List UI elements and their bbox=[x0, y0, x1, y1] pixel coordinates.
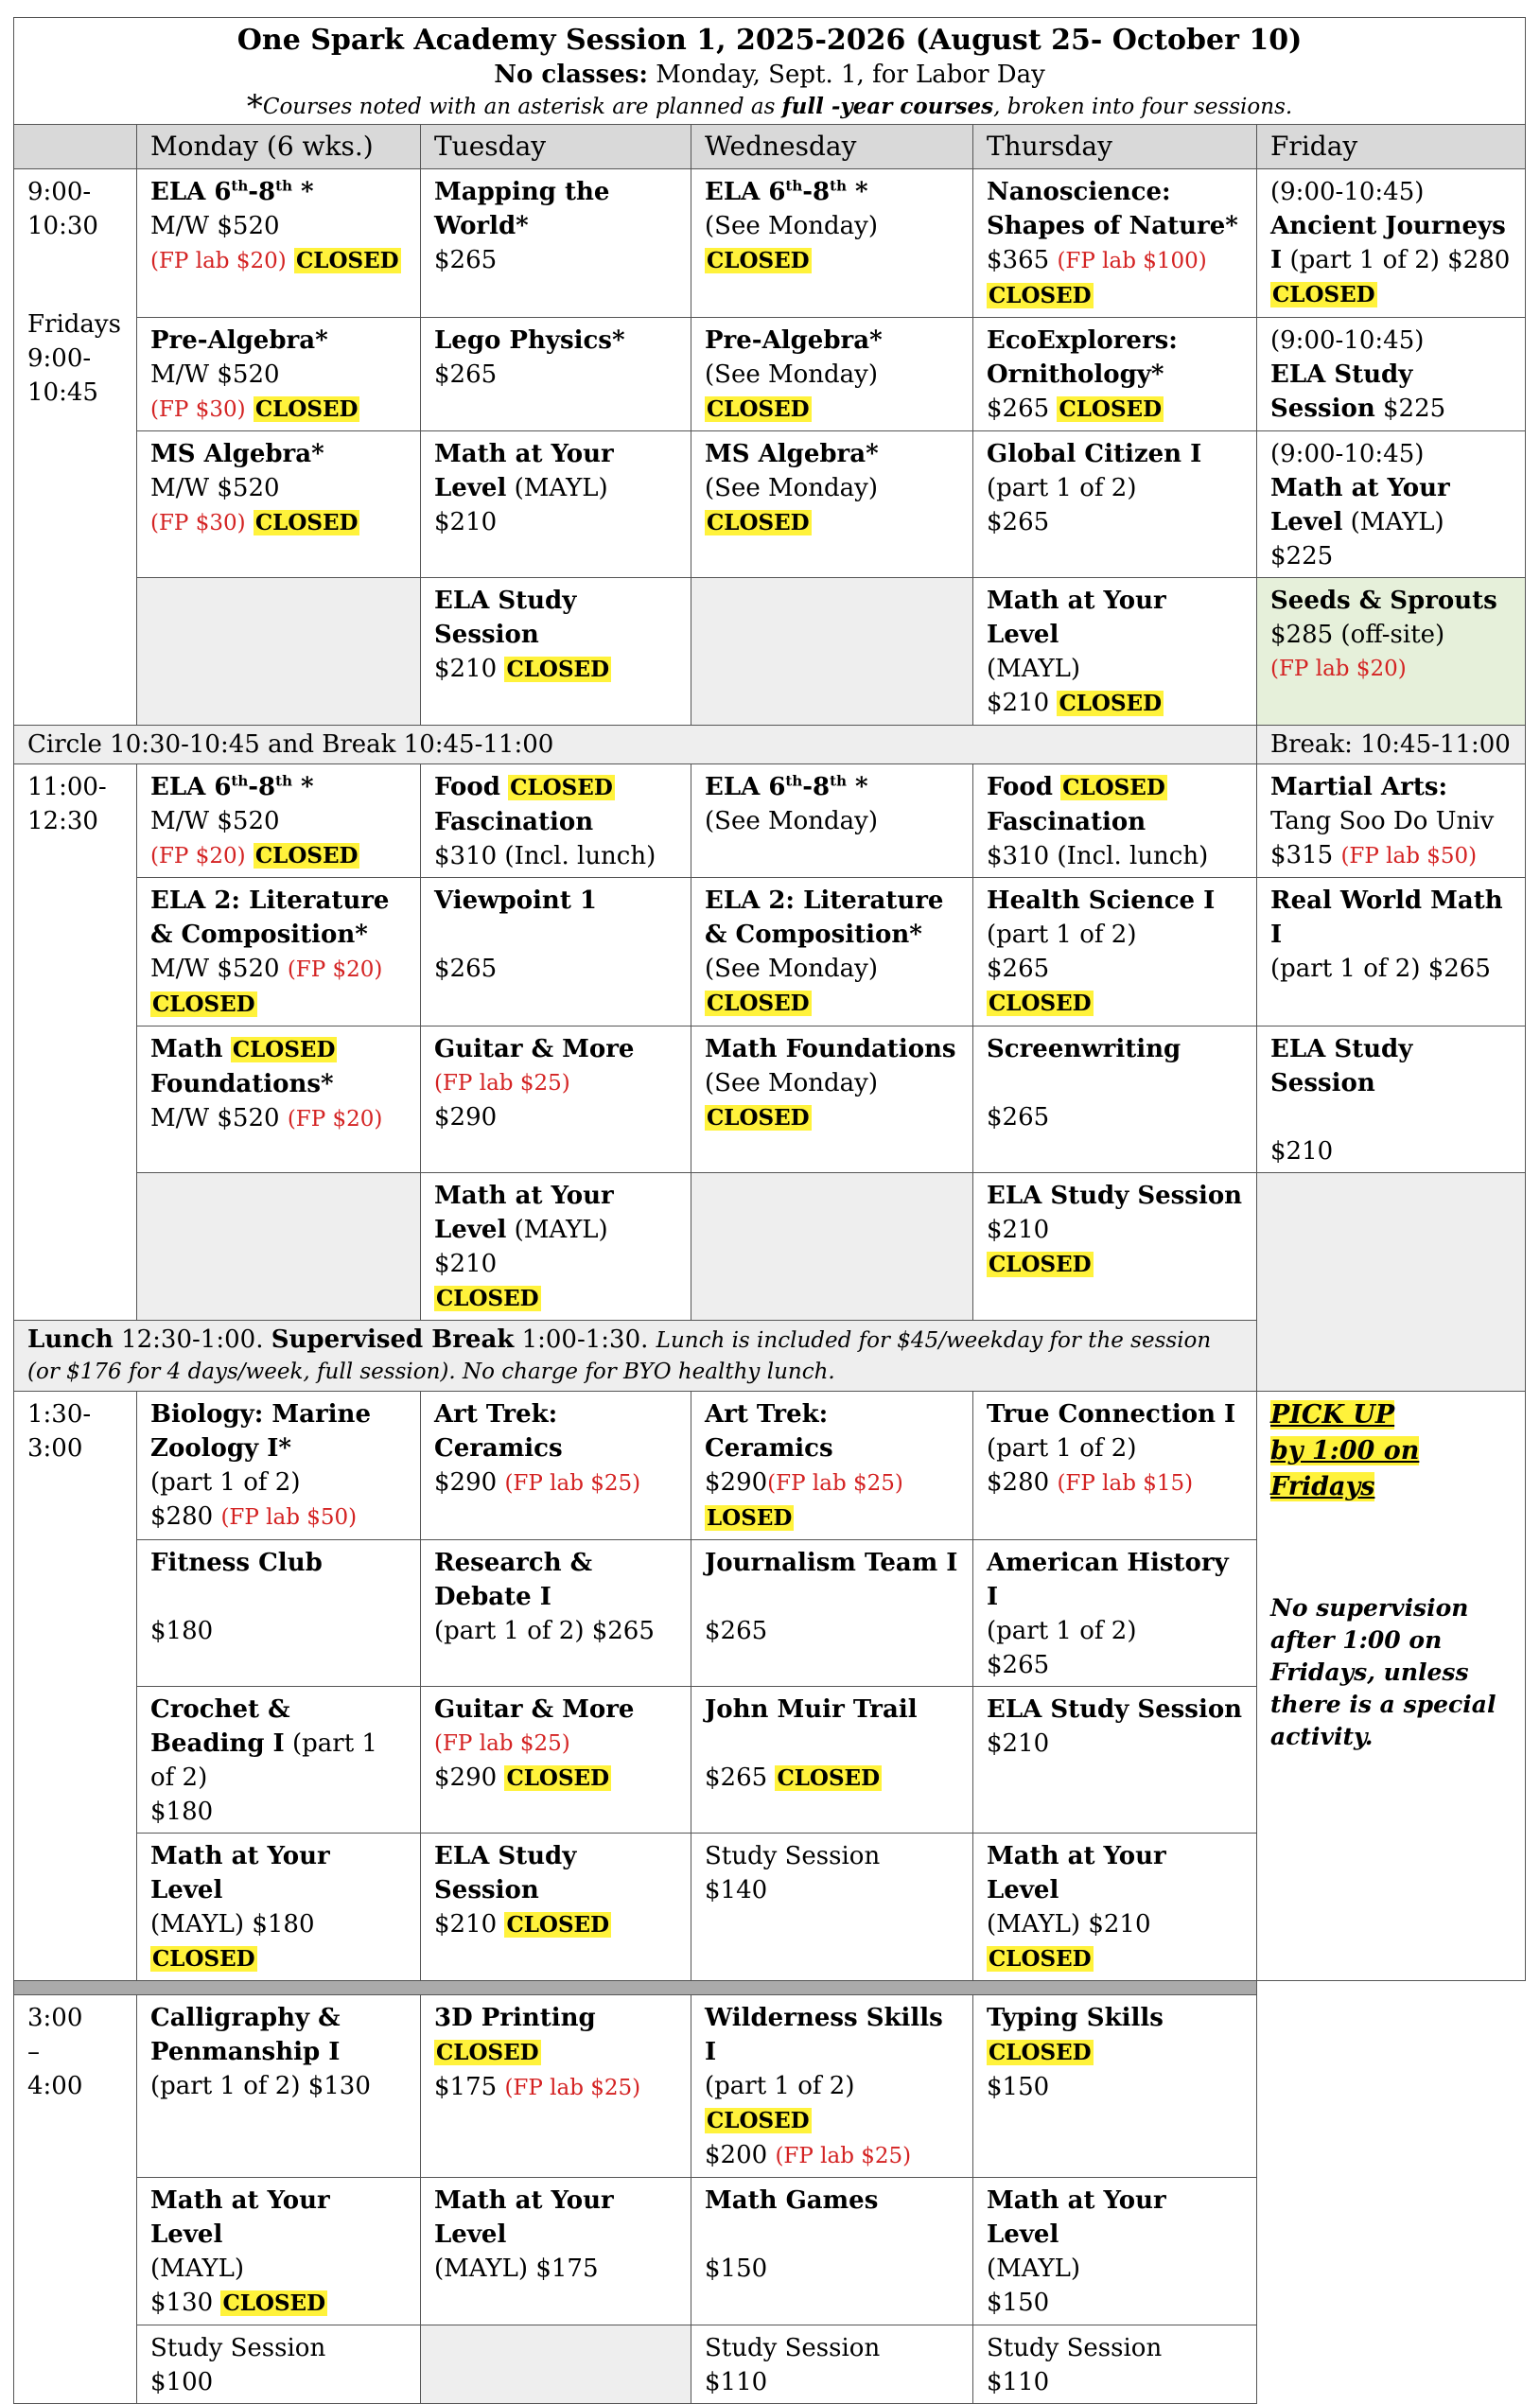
course-cell: Viewpoint 1 $265 bbox=[421, 878, 691, 1027]
closed-badge: LOSED bbox=[707, 1505, 793, 1531]
closed-badge: CLOSED bbox=[295, 248, 399, 273]
table-row bbox=[14, 318, 1526, 431]
course-cell: Research & Debate I (part 1 of 2) $265 bbox=[421, 1540, 691, 1687]
closed-badge: CLOSED bbox=[989, 1252, 1092, 1277]
time-cell-late-afternoon: 3:00 – 4:00 bbox=[14, 1995, 137, 2404]
day-header-wednesday: Wednesday bbox=[691, 125, 973, 169]
course-cell: American History I (part 1 of 2) $265 bbox=[973, 1540, 1257, 1687]
time-cell-morning: 9:00-10:30 Fridays 9:00-10:45 bbox=[14, 169, 137, 726]
table-row bbox=[14, 431, 1526, 578]
day-header-blank bbox=[14, 125, 137, 169]
asterisk-note: *Courses noted with an asterisk are planned as full -year courses, broken into four sessions. bbox=[246, 88, 1293, 126]
closed-badge: CLOSED bbox=[232, 1037, 336, 1062]
course-cell: Lego Physics* $265 bbox=[421, 318, 691, 431]
closed-badge: CLOSED bbox=[254, 396, 359, 422]
course-cell: ELA 6th-8th * M/W $520 (FP lab $20) CLOSED bbox=[137, 169, 421, 318]
day-header-monday: Monday (6 wks.) bbox=[137, 125, 421, 169]
course-cell: Math at Your Level (MAYL) $130 CLOSED bbox=[137, 2178, 421, 2325]
break-band bbox=[14, 726, 1526, 764]
course-cell: Math at Your Level (MAYL) $210 CLOSED bbox=[421, 1173, 691, 1321]
closed-badge: CLOSED bbox=[707, 510, 810, 535]
course-cell: EcoExplorers: Ornithology* $265 CLOSED bbox=[973, 318, 1257, 431]
course-cell: Study Session $100 bbox=[137, 2325, 421, 2404]
course-cell: (9:00-10:45) Math at Your Level (MAYL) $225 bbox=[1257, 431, 1526, 578]
day-header-friday: Friday bbox=[1257, 125, 1526, 169]
closed-badge: CLOSED bbox=[436, 2040, 539, 2065]
closed-badge: CLOSED bbox=[707, 991, 810, 1016]
course-cell: (9:00-10:45) ELA Study Session $225 bbox=[1257, 318, 1526, 431]
course-cell: Mapping the World* $265 bbox=[421, 169, 691, 318]
table-row bbox=[14, 1027, 1526, 1173]
closed-badge: CLOSED bbox=[989, 2040, 1092, 2065]
closed-badge: CLOSED bbox=[1059, 396, 1163, 422]
closed-badge: CLOSED bbox=[707, 1105, 810, 1131]
circle-break-text: Circle 10:30-10:45 and Break 10:45-11:00 bbox=[14, 726, 1257, 764]
table-row bbox=[14, 169, 1526, 318]
course-cell: Math CLOSED Foundations* M/W $520 (FP $20) bbox=[137, 1027, 421, 1173]
course-cell: Screenwriting $265 bbox=[973, 1027, 1257, 1173]
course-cell: Journalism Team I $265 bbox=[691, 1540, 973, 1687]
closed-badge: CLOSED bbox=[254, 510, 359, 535]
table-row bbox=[14, 878, 1526, 1027]
course-cell: Typing Skills CLOSED $150 bbox=[973, 1995, 1257, 2178]
course-cell: Art Trek: Ceramics $290(FP lab $25) LOSED bbox=[691, 1392, 973, 1540]
day-header-thursday: Thursday bbox=[973, 125, 1257, 169]
empty-cell bbox=[137, 578, 421, 726]
table-row bbox=[14, 1995, 1526, 2178]
course-cell: (9:00-10:45) Ancient Journeys I (part 1 of 2) $280 CLOSED bbox=[1257, 169, 1526, 318]
course-cell: ELA 6th-8th * (See Monday) CLOSED bbox=[691, 169, 973, 318]
lunch-note: Lunch 12:30-1:00. Supervised Break 1:00-1:30. Lunch is included for $45/weekday for the session (or $176 for 4 days/week, full session). No charge for BYO healthy lunch. bbox=[14, 1321, 1257, 1392]
closed-badge: CLOSED bbox=[436, 1286, 539, 1311]
friday-afternoon-note bbox=[1257, 1392, 1526, 1981]
course-cell: Biology: Marine Zoology I* (part 1 of 2) $280 (FP lab $50) bbox=[137, 1392, 421, 1540]
course-cell: MS Algebra* M/W $520 (FP $30) CLOSED bbox=[137, 431, 421, 578]
empty-cell bbox=[691, 1173, 973, 1321]
closed-badge: CLOSED bbox=[222, 2290, 326, 2316]
closed-badge: CLOSED bbox=[506, 1765, 610, 1791]
course-cell: Nanoscience: Shapes of Nature* $365 (FP lab $100) CLOSED bbox=[973, 169, 1257, 318]
course-cell: Fitness Club $180 bbox=[137, 1540, 421, 1687]
closed-badge: CLOSED bbox=[254, 843, 359, 869]
header-row bbox=[14, 18, 1526, 125]
empty-cell bbox=[137, 1173, 421, 1321]
course-cell: Art Trek: Ceramics $290 (FP lab $25) bbox=[421, 1392, 691, 1540]
course-cell: Math at Your Level (MAYL) $210 CLOSED bbox=[973, 1834, 1257, 1981]
course-cell: Math at Your Level (MAYL) $210 bbox=[421, 431, 691, 578]
course-cell: MS Algebra* (See Monday) CLOSED bbox=[691, 431, 973, 578]
course-cell: Global Citizen I (part 1 of 2) $265 bbox=[973, 431, 1257, 578]
course-cell: ELA Study Session $210 bbox=[973, 1687, 1257, 1834]
page-title: One Spark Academy Session 1, 2025-2026 (August 25- October 10) bbox=[236, 24, 1303, 57]
closed-badge: CLOSED bbox=[506, 657, 610, 682]
closed-badge: CLOSED bbox=[1272, 282, 1375, 307]
course-cell: ELA 2: Literature & Composition* M/W $520 (FP $20) CLOSED bbox=[137, 878, 421, 1027]
closed-badge: CLOSED bbox=[152, 1946, 255, 1972]
closed-badge: CLOSED bbox=[777, 1765, 881, 1791]
closed-badge: CLOSED bbox=[707, 248, 810, 273]
day-header-row bbox=[14, 125, 1526, 169]
table-row bbox=[14, 1392, 1526, 1540]
empty-cell bbox=[421, 2325, 691, 2404]
course-cell: Study Session $110 bbox=[973, 2325, 1257, 2404]
course-cell: Calligraphy & Penmanship I (part 1 of 2) $130 bbox=[137, 1995, 421, 2178]
header-cell bbox=[14, 18, 1526, 125]
course-cell: Math Games $150 bbox=[691, 2178, 973, 2325]
closed-badge: CLOSED bbox=[1062, 775, 1165, 800]
course-cell: ELA Study Session $210 CLOSED bbox=[973, 1173, 1257, 1321]
empty-cell bbox=[1257, 1173, 1526, 1392]
course-cell: Real World Math I (part 1 of 2) $265 bbox=[1257, 878, 1526, 1027]
closed-badge: CLOSED bbox=[707, 2108, 810, 2133]
time-cell-afternoon: 1:30-3:00 bbox=[14, 1392, 137, 1981]
schedule-table bbox=[13, 17, 1526, 2404]
pickup-note: PICK UP by 1:00 on Fridays bbox=[1270, 1400, 1420, 1501]
closed-badge: CLOSED bbox=[989, 283, 1092, 308]
course-cell: ELA 6th-8th * (See Monday) bbox=[691, 764, 973, 878]
course-cell: Wilderness Skills I (part 1 of 2) CLOSED $200 (FP lab $25) bbox=[691, 1995, 973, 2178]
course-cell: Math at Your Level (MAYL) $210 CLOSED bbox=[973, 578, 1257, 726]
table-row bbox=[14, 578, 1526, 726]
course-cell: True Connection I (part 1 of 2) $280 (FP lab $15) bbox=[973, 1392, 1257, 1540]
course-cell: ELA Study Session $210 bbox=[1257, 1027, 1526, 1173]
no-supervision-note: No supervision after 1:00 on Fridays, unless there is a special activity. bbox=[1270, 1594, 1496, 1750]
table-row bbox=[14, 764, 1526, 878]
empty-cell bbox=[691, 578, 973, 726]
course-cell: ELA 2: Literature & Composition* (See Monday) CLOSED bbox=[691, 878, 973, 1027]
course-cell: Math at Your Level (MAYL) $150 bbox=[973, 2178, 1257, 2325]
closed-badge: CLOSED bbox=[506, 1912, 610, 1938]
table-row bbox=[14, 1173, 1526, 1321]
course-cell: Pre-Algebra* M/W $520 (FP $30) CLOSED bbox=[137, 318, 421, 431]
course-cell: John Muir Trail $265 CLOSED bbox=[691, 1687, 973, 1834]
course-cell: ELA Study Session $210 CLOSED bbox=[421, 1834, 691, 1981]
course-cell: Martial Arts: Tang Soo Do Univ $315 (FP lab $50) bbox=[1257, 764, 1526, 878]
course-cell: ELA 6th-8th * M/W $520 (FP $20) CLOSED bbox=[137, 764, 421, 878]
closed-badge: CLOSED bbox=[152, 991, 255, 1017]
friday-break-text: Break: 10:45-11:00 bbox=[1257, 726, 1526, 764]
course-cell: Math Foundations (See Monday) CLOSED bbox=[691, 1027, 973, 1173]
closed-badge: CLOSED bbox=[707, 396, 810, 422]
closed-badge: CLOSED bbox=[1059, 691, 1163, 716]
table-row bbox=[14, 2325, 1526, 2404]
no-classes-note: No classes: Monday, Sept. 1, for Labor Day bbox=[494, 61, 1045, 89]
course-cell: Crochet & Beading I (part 1 of 2) $180 bbox=[137, 1687, 421, 1834]
course-cell: Seeds & Sprouts $285 (off-site) (FP lab $20) bbox=[1257, 578, 1526, 726]
table-row bbox=[14, 2178, 1526, 2325]
course-cell: Food CLOSED Fascination $310 (Incl. lunch) bbox=[421, 764, 691, 878]
course-cell: Food CLOSED Fascination $310 (Incl. lunch) bbox=[973, 764, 1257, 878]
closed-badge: CLOSED bbox=[989, 1946, 1092, 1972]
course-cell: Guitar & More (FP lab $25) $290 bbox=[421, 1027, 691, 1173]
course-cell: ELA Study Session $210 CLOSED bbox=[421, 578, 691, 726]
day-header-tuesday: Tuesday bbox=[421, 125, 691, 169]
course-cell: Study Session $110 bbox=[691, 2325, 973, 2404]
course-cell: Health Science I (part 1 of 2) $265 CLOSED bbox=[973, 878, 1257, 1027]
closed-badge: CLOSED bbox=[510, 775, 613, 800]
closed-badge: CLOSED bbox=[989, 991, 1092, 1016]
course-cell: 3D Printing CLOSED $175 (FP lab $25) bbox=[421, 1995, 691, 2178]
course-cell: Guitar & More (FP lab $25) $290 CLOSED bbox=[421, 1687, 691, 1834]
schedule-page bbox=[13, 17, 1525, 2404]
course-cell: Study Session $140 bbox=[691, 1834, 973, 1981]
separator-band bbox=[14, 1981, 1526, 1995]
course-cell: Pre-Algebra* (See Monday) CLOSED bbox=[691, 318, 973, 431]
course-cell: Math at Your Level (MAYL) $175 bbox=[421, 2178, 691, 2325]
course-cell: Math at Your Level (MAYL) $180 CLOSED bbox=[137, 1834, 421, 1981]
time-cell-late-morning: 11:00-12:30 bbox=[14, 764, 137, 1321]
